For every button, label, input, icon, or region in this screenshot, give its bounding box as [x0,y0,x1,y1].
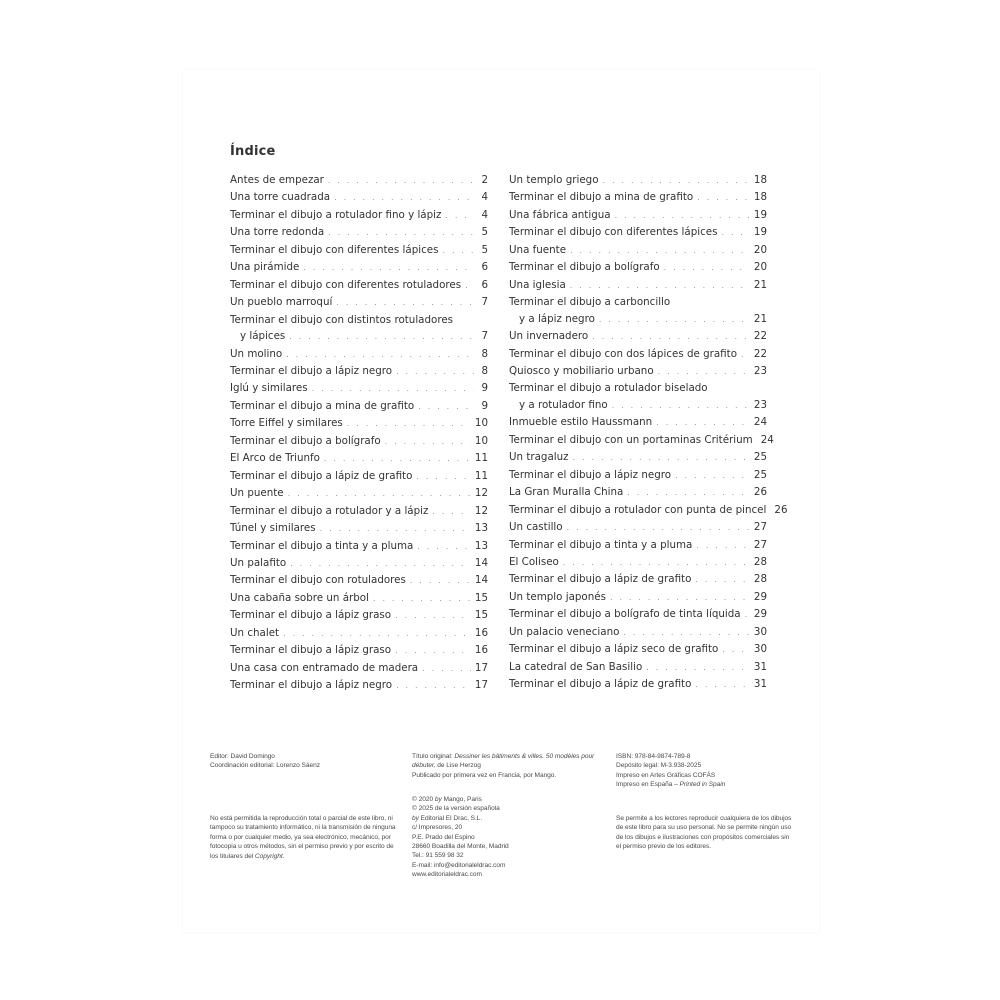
dot-leader [336,295,474,311]
toc-entry-title: Terminar el dibujo con diferentes rotuladores [230,278,462,291]
toc-entry [509,242,767,259]
toc-entry [509,224,767,241]
toc-page-number: 31 [753,678,767,691]
toc-entry-title: Una fábrica antigua [509,208,611,221]
toc-entry [509,502,788,519]
toc-page-number: 23 [753,364,767,377]
toc-entry [230,677,488,694]
toc-entry [509,484,767,501]
toc-column-left [230,172,488,695]
toc-page-number: 31 [753,660,767,673]
toc-entry-title: Una pirámide [230,261,300,274]
dot-leader [395,643,471,659]
toc-page-number: 24 [753,416,767,429]
dot-leader [658,364,750,380]
dot-leader [286,347,474,363]
toc-page-number: 11 [474,452,488,465]
dot-leader [603,173,750,189]
toc-entry-title: Una cabaña sobre un árbol [230,591,369,604]
toc-entry-title: Un invernadero [509,330,589,343]
toc-entry-title: Terminar el dibujo a lápiz negro [230,679,393,692]
dot-leader [320,521,471,537]
toc-entry [509,380,767,414]
toc-page-number: 28 [753,555,767,568]
rights-end: . [282,852,285,860]
toc-entry [509,571,767,588]
toc-entry [509,432,774,449]
toc-entry-title: Terminar el dibujo a lápiz negro [509,468,672,481]
toc-entry [509,414,767,431]
toc-entry-title: Una fuente [509,243,567,256]
toc-entry-title: Terminar el dibujo a bolígrafo de tinta líquida [509,608,741,621]
dot-leader [627,485,750,501]
rights-copyright: Copyright [254,852,283,860]
toc-entry [230,485,488,502]
dot-leader [697,190,750,206]
toc-entry-title: Terminar el dibujo a mina de grafito [509,191,694,204]
toc-entry-title: Un puente [230,487,284,500]
publisher-name [412,814,604,823]
toc-entry-title: Terminar el dibujo a lápiz de grafito [509,678,692,691]
dot-leader [418,399,474,415]
toc-entry-title: La catedral de San Basilio [509,660,643,673]
dot-leader [695,677,749,693]
toc-page-number: 5 [481,243,488,256]
toc-page-number: 7 [481,330,488,343]
toc-entry-title: Terminar el dibujo con diferentes lápices [509,226,718,239]
toc-page-number: 14 [474,574,488,587]
toc-entry [230,277,488,294]
toc-entry-continuation: y a lápiz negro [519,312,595,325]
rights-text: No está permitida la reproducción total o parcial de este libro, ni tampoco su tratamiento informático, ni la transmisión de ninguna forma o por cualquier medio, ya sea electrónico, mecánico, por fotocopia u otros métodos, sin el permiso previo y por escrito de los titulares del [210,815,396,860]
dot-leader [416,469,470,485]
toc-page-number: 19 [753,226,767,239]
dot-leader [623,625,749,641]
address-line-3: 28660 Boadilla del Monte, Madrid [412,843,509,851]
copyright-spanish: © 2025 de la versión española [412,805,500,813]
toc-entry-title: Terminar el dibujo a lápiz negro [230,364,393,377]
toc-entry [230,312,488,346]
toc-page-number: 24 [760,433,774,446]
toc-page-number: 4 [481,191,488,204]
toc-entry [230,380,488,397]
toc-entry [509,554,767,571]
dot-leader [656,415,750,431]
dot-leader [334,190,474,206]
toc-entry [230,363,488,380]
toc-column-right [509,172,788,694]
toc-entry-title: Terminar el dibujo a rotulador fino y lápiz [230,208,442,221]
publisher-by: by [412,814,419,822]
toc-page-number: 8 [481,347,488,360]
dot-leader [592,329,750,345]
toc-entry-title: Terminar el dibujo con un portaminas Critérium [509,433,753,446]
website: www.editorialeldrac.com [412,871,482,879]
toc-page-number: 5 [481,226,488,239]
editor-credit: Editor: David Domingo [210,753,275,760]
toc-page-number: 6 [481,278,488,291]
toc-page-number: 22 [753,330,767,343]
toc-entry-title: Terminar el dibujo con diferentes lápices [230,243,439,256]
toc-page-number: 14 [474,556,488,569]
toc-page-number: 26 [774,503,788,516]
dot-leader [396,678,471,694]
toc-entry-title: Terminar el dibujo a bolígrafo [509,261,660,274]
printer: Impreso en Artes Gráficas COFÁS [616,771,716,779]
email: E-mail: info@editorialeldrac.com [412,861,506,869]
dot-leader [303,260,474,276]
toc-page-number: 25 [753,468,767,481]
toc-entry-title: Una iglesia [509,278,566,291]
toc-entry-title: Un templo griego [509,174,599,186]
toc-entry [509,676,767,693]
dot-leader [289,329,474,345]
dot-leader [410,573,471,589]
toc-page-number: 17 [474,679,488,692]
toc-entry [230,415,488,432]
toc-entry-title: Terminar el dibujo a tinta y a pluma [509,538,693,551]
toc-entry [230,346,488,363]
toc-entry-title: Terminar el dibujo a tinta y a pluma [230,539,414,552]
toc-entry [509,259,767,276]
toc-entry [509,172,767,189]
toc-entry-title: Terminar el dibujo con distintos rotuladores [230,313,454,326]
toc-entry-title: Túnel y similares [230,522,316,535]
isbn: ISBN: 978-84-9874-789-8 [616,753,691,760]
toc-entry-title: Un tragaluz [509,451,569,464]
toc-entry-continuation: y lápices [240,330,286,343]
toc-page-number: 13 [474,522,488,535]
toc-entry [230,189,488,206]
toc-entry-title: Antes de empezar [230,174,324,186]
toc-page-number: 21 [753,312,767,325]
toc-entry-title: El Coliseo [509,555,559,568]
permission-notice [616,814,796,852]
original-title-author: de Lise Herzog [435,762,481,770]
toc-page-number: 9 [481,399,488,412]
toc-entry-title: Un palacio veneciano [509,625,620,638]
toc-page-number: 10 [474,434,488,447]
toc-page-number: 22 [753,347,767,360]
toc-entry-title: Una torre cuadrada [230,191,331,204]
toc-entry [230,259,488,276]
toc-page-number: 19 [753,208,767,221]
dot-leader [615,208,750,224]
toc-entry-title: Terminar el dibujo a lápiz de grafito [509,573,692,586]
dot-leader [610,590,750,606]
toc-page-number: 20 [753,243,767,256]
dot-leader [567,520,750,536]
legal-deposit: Depósito legal: M-3.938-2025 [616,762,702,770]
original-title-label: Título original: [412,753,455,760]
coordination-credit: Coordinación editorial: Lorenzo Sáenz [210,762,320,770]
dot-leader [646,660,750,676]
toc-entry [509,589,767,606]
dot-leader [417,539,471,555]
toc-entry [230,433,488,450]
printed-in [616,780,796,789]
isbn-block [616,752,796,790]
toc-entry-title: Un molino [230,347,283,360]
toc-entry-title: Terminar el dibujo a bolígrafo [230,434,381,447]
toc-entry [230,538,488,555]
toc-entry-title: Terminar el dibujo con dos lápices de grafito [509,347,738,360]
toc-entry [509,346,767,363]
toc-entry [509,449,767,466]
dot-leader [373,591,471,607]
toc-entry [230,625,488,642]
toc-page-number: 2 [481,174,488,186]
toc-entry-title: La Gran Muralla China [509,486,624,499]
toc-entry [509,328,767,345]
printed-in-en: Printed in Spain [679,781,726,789]
toc-page-number: 9 [481,382,488,395]
toc-entry-title: Terminar el dibujo a rotulador biselado [509,382,708,395]
dot-leader [283,626,471,642]
toc-page-number: 17 [474,661,488,674]
toc-page-number: 18 [753,174,767,186]
dot-leader [442,243,474,259]
dot-leader [422,661,471,677]
dot-leader [745,607,750,623]
toc-entry-title: Terminar el dibujo a rotulador con punta de pincel [509,503,767,516]
toc-entry [230,572,488,589]
dot-leader [290,556,471,572]
toc-page-number: 29 [753,590,767,603]
toc-entry [230,398,488,415]
toc-entry [509,606,767,623]
toc-entry [230,207,488,224]
toc-page-number: 29 [753,608,767,621]
toc-entry-title: Terminar el dibujo a mina de grafito [230,399,415,412]
toc-entry [230,590,488,607]
toc-entry [509,363,767,380]
dot-leader [573,450,750,466]
first-published: Publicado por primera vez en Francia, por Mango. [412,771,557,779]
toc-entry-title: Un castillo [509,521,563,534]
toc-entry [230,294,488,311]
address-line-2: P.E. Prado del Espino [412,833,475,841]
publisher-block [412,795,604,880]
publisher-label: Editorial El Drac, S.L. [418,814,483,822]
toc-page-number: 18 [753,191,767,204]
toc-entry [230,468,488,485]
toc-page-number: 12 [474,487,488,500]
toc-page-number: 21 [753,278,767,291]
original-title: Dessiner les bâtiments & villes. 50 modèles pour débuter, [412,753,595,770]
dot-leader [696,538,750,554]
toc-page-number: 30 [753,643,767,656]
printed-in-es: Impreso en España – [616,781,680,789]
toc-page-number: 15 [474,591,488,604]
dot-leader [664,260,750,276]
toc-entry [509,467,767,484]
dot-leader [570,243,750,259]
dot-leader [347,416,471,432]
dot-leader [675,468,750,484]
copyright-holder: Mango, Paris [441,796,482,803]
dot-leader [312,381,474,397]
toc-entry [509,189,767,206]
toc-page-number: 11 [474,469,488,482]
dot-leader [465,278,474,294]
dot-leader [328,173,474,189]
dot-leader [612,398,750,414]
toc-page-number: 27 [753,521,767,534]
toc-entry-title: Una casa con entramado de madera [230,661,419,674]
toc-entry-title: Terminar el dibujo a carboncillo [509,296,671,309]
toc-entry [230,450,488,467]
toc-page-number: 23 [753,398,767,411]
toc-entry [509,277,767,294]
toc-page-number: 15 [474,609,488,622]
toc-entry-title: Inmueble estilo Haussmann [509,416,653,429]
credits-editors [210,752,400,771]
toc-page-number: 4 [481,208,488,221]
dot-leader [328,225,474,241]
toc-entry [230,503,488,520]
toc-page-number: 27 [753,538,767,551]
toc-entry-title: Un chalet [230,626,280,639]
toc-entry [230,520,488,537]
dot-leader [722,642,750,658]
toc-entry-title: El Arco de Triunfo [230,452,320,465]
toc-page-number: 8 [481,364,488,377]
toc-entry [230,607,488,624]
toc-entry-title: Una torre redonda [230,226,325,239]
toc-entry-title: Quiosco y mobiliario urbano [509,364,654,377]
toc-entry-title: Terminar el dibujo a lápiz graso [230,644,392,657]
dot-leader [288,486,471,502]
permission-text: Se permite a los lectores reproducir cualquiera de los dibujos de este libro para su uso personal. No se permite ningún uso de los dibujos e ilustraciones con propósitos comerciales sin el permiso previo de los editores. [616,815,792,851]
dot-leader [721,225,749,241]
copyright-by: by [434,796,442,803]
toc-page-number: 6 [481,261,488,274]
copyright-year: © 2020 [412,796,435,803]
toc-entry-title: Terminar el dibujo a rotulador y a lápiz [230,504,429,517]
toc-entry [230,660,488,677]
address-line-1: c/ Impresores, 20 [412,824,463,832]
toc-heading: Índice [230,144,276,159]
toc-page-number: 13 [474,539,488,552]
toc-entry [230,642,488,659]
toc-page-number: 10 [474,417,488,430]
toc-entry-title: Torre Eiffel y similares [230,417,343,430]
toc-entry [509,659,767,676]
toc-page-number: 12 [474,504,488,517]
toc-entry-title: Un templo japonés [509,590,606,603]
original-title-block [412,752,604,780]
toc-page-number: 26 [753,486,767,499]
toc-page-number: 20 [753,261,767,274]
toc-entry [509,537,767,554]
toc-entry-title: Terminar el dibujo a lápiz seco de grafito [509,643,719,656]
toc-page-number: 25 [753,451,767,464]
toc-entry [509,519,767,536]
toc-page-number: 16 [474,626,488,639]
toc-entry-continuation: y a rotulador fino [519,398,608,411]
toc-entry [509,294,767,328]
dot-leader [695,572,749,588]
rights-notice [210,814,400,861]
dot-leader [324,451,471,467]
toc-entry [509,207,767,224]
toc-page-number: 16 [474,644,488,657]
toc-page-number: 7 [481,296,488,309]
toc-entry-title: Terminar el dibujo con rotuladores [230,574,406,587]
toc-entry-title: Terminar el dibujo a lápiz de grafito [230,469,413,482]
dot-leader [445,208,474,224]
toc-entry [230,555,488,572]
dot-leader [395,608,471,624]
dot-leader [599,312,750,328]
dot-leader [385,434,471,450]
dot-leader [432,504,470,520]
copyright-original [412,795,604,804]
phone: Tel.: 91 559 98 32 [412,852,464,860]
dot-leader [570,278,750,294]
toc-entry-title: Un pueblo marroquí [230,296,333,309]
toc-entry-title: Terminar el dibujo a lápiz graso [230,609,392,622]
toc-entry [230,224,488,241]
toc-page-number: 28 [753,573,767,586]
toc-entry [230,242,488,259]
toc-entry [230,172,488,189]
dot-leader [396,364,474,380]
toc-entry [509,641,767,658]
toc-page-number: 30 [753,625,767,638]
toc-entry-title: Iglú y similares [230,382,308,395]
dot-leader [563,555,750,571]
dot-leader [741,347,750,363]
toc-entry-title: Un palafito [230,556,287,569]
toc-entry [509,624,767,641]
